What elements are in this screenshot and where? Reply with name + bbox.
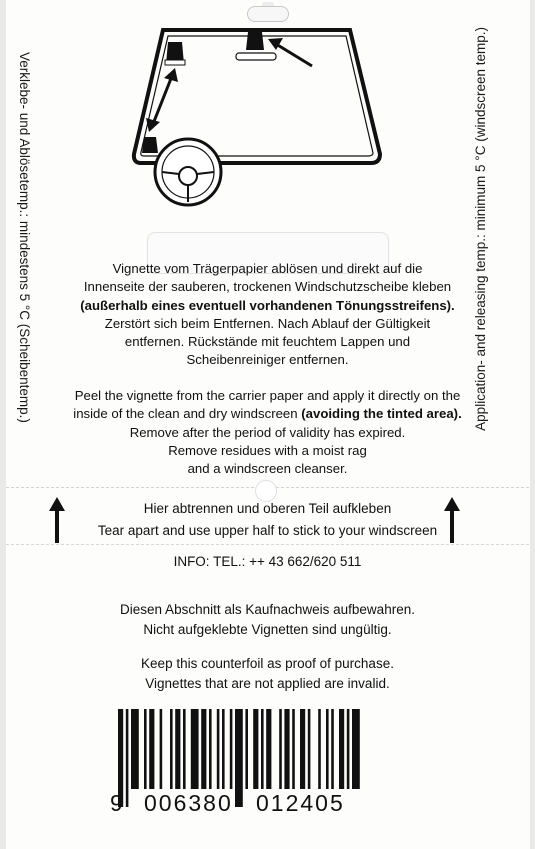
instruction-text: inside of the clean and dry windscreen (73, 406, 302, 422)
instruction-line: Zerstört sich beim Entfernen. Nach Ablauf der Gültigkeit (104, 315, 431, 331)
barcode-bar (292, 709, 295, 789)
barcode-bar (209, 709, 212, 789)
barcode-bar (230, 709, 233, 789)
steering-wheel-icon (155, 139, 221, 205)
instruction-line (30, 405, 505, 423)
instructions-english (30, 387, 505, 478)
barcode-bar (183, 709, 186, 789)
counterfoil-note-en (30, 654, 505, 693)
barcode-bar (347, 709, 350, 789)
note-line: Nicht aufgeklebte Vignetten sind ungültig. (143, 621, 392, 637)
info-phone: INFO: TEL.: ++ 43 662/620 511 (173, 554, 362, 569)
note-line: Vignettes that are not applied are invalid. (145, 675, 390, 691)
card-edge-left (0, 0, 6, 849)
vignette-position-icon-lower (142, 137, 158, 153)
windscreen-illustration (130, 26, 390, 208)
barcode-bar (253, 709, 258, 789)
barcode-digits-right: 012405 (256, 790, 345, 816)
temperature-note-en: Application- and releasing temp.: minimum 5 °C (windscreen temp.) (473, 27, 488, 431)
barcode-bar (308, 709, 311, 789)
barcode-bar (326, 709, 329, 789)
instruction-line-bold: (außerhalb eines eventuell vorhandenen Tönungsstreifens). (80, 297, 455, 313)
barcode-bar (300, 709, 305, 789)
barcode-bar (279, 709, 282, 789)
barcode-bar (170, 709, 173, 789)
barcode-bar (339, 709, 344, 789)
barcode-bar (217, 709, 220, 789)
barcode-bar (149, 709, 154, 789)
barcode-bar (144, 709, 147, 789)
instruction-line: entfernen. Rückstände mit feuchtem Lappen und (124, 334, 411, 350)
barcode-bar (131, 709, 139, 789)
card-edge-right (530, 0, 535, 849)
instruction-line: Peel the vignette from the carrier paper and apply it directly on the (74, 388, 461, 403)
barcode-bar (201, 709, 206, 789)
barcode-bar (235, 709, 243, 807)
arrow-icon (268, 38, 312, 66)
instruction-line: Remove after the period of validity has expired. (129, 424, 406, 440)
barcode-bar (191, 709, 199, 789)
note-line: Keep this counterfoil as proof of purchase. (141, 656, 394, 671)
barcode-digit-first: 9 (110, 790, 125, 816)
barcode-bar (261, 709, 264, 789)
perforation-line-lower (6, 544, 529, 545)
barcode-bar (222, 709, 225, 789)
counterfoil-note-de (30, 600, 505, 639)
instruction-text-bold: (avoiding the tinted area). (301, 406, 462, 422)
instruction-line: and a windscreen cleanser. (187, 461, 348, 477)
instructions-german (30, 260, 505, 370)
instruction-line: Vignette vom Trägerpapier ablösen und direkt auf die (112, 261, 423, 276)
tear-text-de: Hier abtrennen und oberen Teil aufkleben (143, 501, 392, 516)
instruction-line: Innenseite der sauberen, trockenen Windschutzscheibe kleben (83, 279, 452, 295)
barcode-bar (352, 709, 360, 789)
barcode-bar (284, 709, 289, 789)
barcode-bar (160, 709, 163, 789)
barcode-digits-left: 006380 (144, 790, 233, 816)
barcode-bar (266, 709, 271, 789)
tear-text-en: Tear apart and use upper half to stick to your windscreen (97, 523, 438, 538)
instruction-line: Remove residues with a moist rag (168, 442, 367, 458)
tear-instructions (60, 498, 475, 542)
barcode-bar (175, 709, 180, 789)
barcode-bar (245, 709, 248, 789)
vignette-position-icon (165, 42, 185, 65)
barcode-bar (318, 709, 321, 789)
barcode-bar (331, 709, 334, 789)
temperature-note-de: Verklebe- und Ablösetemp.: mindestens 5 °C (Scheibentemp.) (17, 52, 32, 423)
barcode-bar (126, 709, 129, 807)
note-line: Diesen Abschnitt als Kaufnachweis aufbewahren. (120, 602, 415, 617)
instruction-line: Scheibenreiniger entfernen. (186, 352, 349, 368)
hang-hole (247, 6, 289, 22)
